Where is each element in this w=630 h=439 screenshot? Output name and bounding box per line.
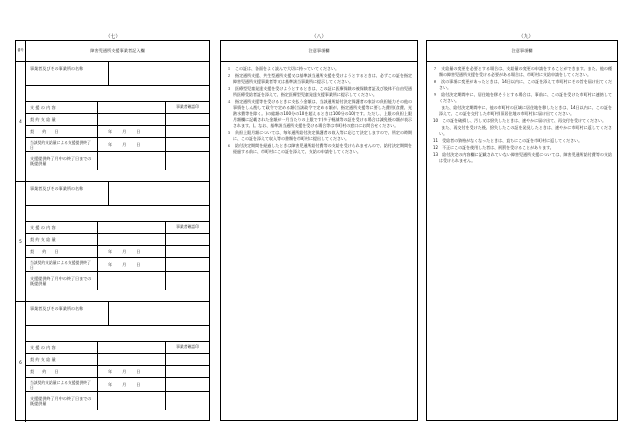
business-name-label: 事業者及びその事業所の名称	[30, 66, 84, 71]
section-number: 4	[16, 62, 26, 181]
business-name-label: 事業者及びその事業所の名称	[30, 306, 84, 311]
note-item: 10 この証を破損し、汚し又は紛失したときは、速やかに届け出て、再交付を受けてください。	[433, 118, 607, 123]
confirm-stamp-label: 事業者確認印	[165, 222, 209, 233]
support-content-field[interactable]	[98, 222, 165, 233]
business-name-field[interactable]	[108, 182, 209, 205]
month-label: 月	[122, 368, 127, 374]
support-content-row	[26, 222, 209, 234]
notes-panel-middle	[220, 40, 418, 421]
entry-section	[16, 182, 209, 302]
page-number-left: （七）	[105, 34, 121, 40]
confirm-stamp-cell[interactable]	[165, 126, 209, 137]
usage-label: 支援提供終了月中の終了日までの既提供量	[26, 272, 98, 290]
business-name-row	[26, 62, 209, 86]
header-title: 障害児通所支援事業者記入欄	[90, 48, 145, 53]
note-item: ６ 給付決定期間を経過したときは障害児通所給付費等の支給を受けられませんので、給付決定期間を経過する前に、市町村にこの証を添えて、支給の申請をしてください。	[227, 143, 412, 154]
blank-row	[26, 206, 209, 222]
note-item: また、再交付を受けた後、紛失したこの証を発見したときは、速やかに市町村に返してください。	[433, 125, 612, 136]
year-label: 年	[108, 128, 113, 134]
confirm-stamp-label: 事業者確認印	[165, 342, 209, 353]
note-item: ７ 支給量の変更を必要とする場合は、支給量の変更の申請をすることができます。また、他の種類の障害児通所支援を受ける必要がある場合は、市町村に支給申請をしてください。	[433, 66, 612, 77]
notes-panel-right	[426, 40, 618, 421]
contract-amount-field[interactable]	[98, 354, 165, 365]
month-label: 月	[122, 381, 127, 387]
section-number: 6	[16, 302, 26, 422]
page-number-right: （九）	[518, 34, 534, 40]
business-name-label: 事業者及びその事業所の名称	[30, 186, 84, 191]
note-item: 13 給付決定の内容欄に記載されていない障害児通所支援については、障害児通所給付費等の支給は受けられません。	[433, 152, 612, 163]
end-date-row	[26, 138, 209, 152]
day-label: 日	[136, 128, 141, 134]
usage-row	[26, 152, 209, 170]
blank-row	[26, 86, 209, 102]
table-header	[16, 41, 209, 62]
support-content-label: 支 援 の 内 容	[26, 102, 98, 113]
end-date-label: 当該契約支給量による支援提供終了日	[26, 378, 98, 391]
note-item: １ この証は、各面をよく読んで大切に持っていてください。	[227, 66, 339, 71]
year-label: 年	[108, 261, 113, 267]
confirm-stamp-cell[interactable]	[165, 354, 209, 365]
contract-amount-row	[26, 234, 209, 246]
day-label: 日	[136, 141, 141, 147]
end-date-label: 当該契約支給量による支援提供終了日	[26, 258, 98, 271]
month-label: 月	[122, 141, 127, 147]
end-date-field[interactable]	[98, 138, 165, 151]
contract-amount-row	[26, 114, 209, 126]
day-label: 日	[136, 261, 141, 267]
support-content-row	[26, 342, 209, 354]
contract-date-label: 契 約 日	[26, 366, 98, 377]
contract-amount-label: 契 約 支 給 量	[26, 114, 98, 125]
support-content-label: 支 援 の 内 容	[26, 342, 98, 353]
day-label: 日	[136, 368, 141, 374]
confirm-stamp-cell[interactable]	[165, 246, 209, 257]
usage-label: 支援提供終了月中の終了日までの既提供量	[26, 152, 98, 170]
notes-title: 注意事項欄	[427, 41, 617, 62]
header-number: 番号	[16, 41, 26, 61]
day-label: 日	[136, 248, 141, 254]
usage-label: 支援提供終了月中の終了日までの既提供量	[26, 392, 98, 410]
confirm-stamp-cell[interactable]	[165, 234, 209, 245]
note-item: ９ 給付決定期間中に、居住地を移そうとする場合は、事前に、この証を受けた市町村に連絡してください。	[433, 92, 612, 103]
note-item: ５ 負担上限月額については、毎年通所給付決定保護者の収入等に応じて決定しますので、所定の時期に、この証を添えて収入等の書類を市町村に提出してください。	[227, 130, 412, 141]
contract-amount-field[interactable]	[98, 234, 165, 245]
contract-date-row	[26, 246, 209, 258]
support-content-field[interactable]	[98, 102, 165, 113]
end-date-field[interactable]	[98, 258, 165, 271]
blank-row	[26, 326, 209, 342]
contract-date-row	[26, 366, 209, 378]
note-item: 11 受給者の資格がなくなったときは、直ちにこの証を市町村に返してください。	[433, 138, 583, 143]
note-item: 12 不正にこの証を使用した者は、刑罰を受けることがあります。	[433, 145, 554, 150]
month-label: 月	[122, 261, 127, 267]
support-content-field[interactable]	[98, 342, 165, 353]
section-number: 5	[16, 182, 26, 301]
page-number-middle: （八）	[311, 34, 327, 40]
year-label: 年	[108, 381, 113, 387]
notes-title: 注意事項欄	[221, 41, 417, 62]
business-name-row	[26, 302, 209, 326]
end-date-label: 当該契約支給量による支援提供終了日	[26, 138, 98, 151]
usage-field[interactable]	[98, 152, 165, 170]
business-name-row	[26, 182, 209, 206]
contract-amount-label: 契 約 支 給 量	[26, 354, 98, 365]
usage-row	[26, 392, 209, 410]
contract-date-label: 契 約 日	[26, 126, 98, 137]
support-content-row	[26, 102, 209, 114]
end-date-row	[26, 378, 209, 392]
contract-date-row	[26, 126, 209, 138]
note-item: また、給付決定期間中に、他の市町村の区域に居住地を移したときは、14日以内に、この証を添えて、この証を交付した市町村(旧居住地の市町村)に届け出てください。	[433, 105, 612, 116]
note-item: ４ 指定通所支援等を受けるときに支払う金額は、当該通所給付決定保護者の家計の負担能力その他の事情をしん酌して政令で定める額(当該政令で定める額が、指定通所支援等に要した費用(食費、光熱水費等を除く。)の総額の100分の10を超えるときは100分の10)です。ただし、上限の負担上限月額欄に記載された金額が一月当たりの上限です(多子軽減等の証を受ける場合は減免後の額が表示されます。)。なお、基準該当通所支援を受ける場合等は市町村の窓口にお問合せください。	[227, 99, 412, 128]
usage-field[interactable]	[98, 272, 165, 290]
year-label: 年	[108, 248, 113, 254]
confirm-stamp-cell[interactable]	[165, 152, 209, 170]
year-label: 年	[108, 141, 113, 147]
confirm-stamp-cell[interactable]	[165, 258, 209, 271]
usage-row	[26, 272, 209, 290]
end-date-field[interactable]	[98, 378, 165, 391]
provider-entry-table	[15, 40, 210, 421]
contract-amount-row	[26, 354, 209, 366]
confirm-stamp-cell[interactable]	[165, 366, 209, 377]
confirm-stamp-cell[interactable]	[165, 392, 209, 410]
support-content-label: 支 援 の 内 容	[26, 222, 98, 233]
notes-list	[427, 62, 617, 164]
confirm-stamp-label: 事業者確認印	[165, 102, 209, 113]
business-name-field[interactable]	[108, 302, 209, 325]
entry-section	[16, 62, 209, 182]
note-item: ２ 指定通所支援、共生型通所支援又は基準該当通所支援を受けようとするときは、必ずこの証を指定障害児通所支援事業者等又は基準該当事業所に提示してください。	[227, 73, 412, 84]
year-label: 年	[108, 368, 113, 374]
usage-field[interactable]	[98, 392, 165, 410]
note-item: ８ 次の事項に変更があったときは、14日以内に、この証を添えて市町村にその旨を届け出てください。	[433, 79, 612, 90]
confirm-stamp-cell[interactable]	[165, 378, 209, 391]
notes-list	[221, 62, 417, 155]
month-label: 月	[122, 128, 127, 134]
confirm-stamp-cell[interactable]	[165, 272, 209, 290]
contract-date-field[interactable]	[98, 126, 165, 137]
contract-amount-field[interactable]	[98, 114, 165, 125]
contract-date-label: 契 約 日	[26, 246, 98, 257]
end-date-row	[26, 258, 209, 272]
business-name-field[interactable]	[108, 62, 209, 85]
confirm-stamp-cell[interactable]	[165, 114, 209, 125]
confirm-stamp-cell[interactable]	[165, 138, 209, 151]
contract-date-field[interactable]	[98, 246, 165, 257]
contract-amount-label: 契 約 支 給 量	[26, 234, 98, 245]
day-label: 日	[136, 381, 141, 387]
entry-section	[16, 302, 209, 422]
contract-date-field[interactable]	[98, 366, 165, 377]
note-item: ３ 医療型児童発達支援を受けようとするときは、この証に医療保険の被保険者証及び肢体不自由児通所医療受給者証を添えて、指定医療型児童発達支援事業所に提示してください。	[227, 86, 412, 97]
month-label: 月	[122, 248, 127, 254]
